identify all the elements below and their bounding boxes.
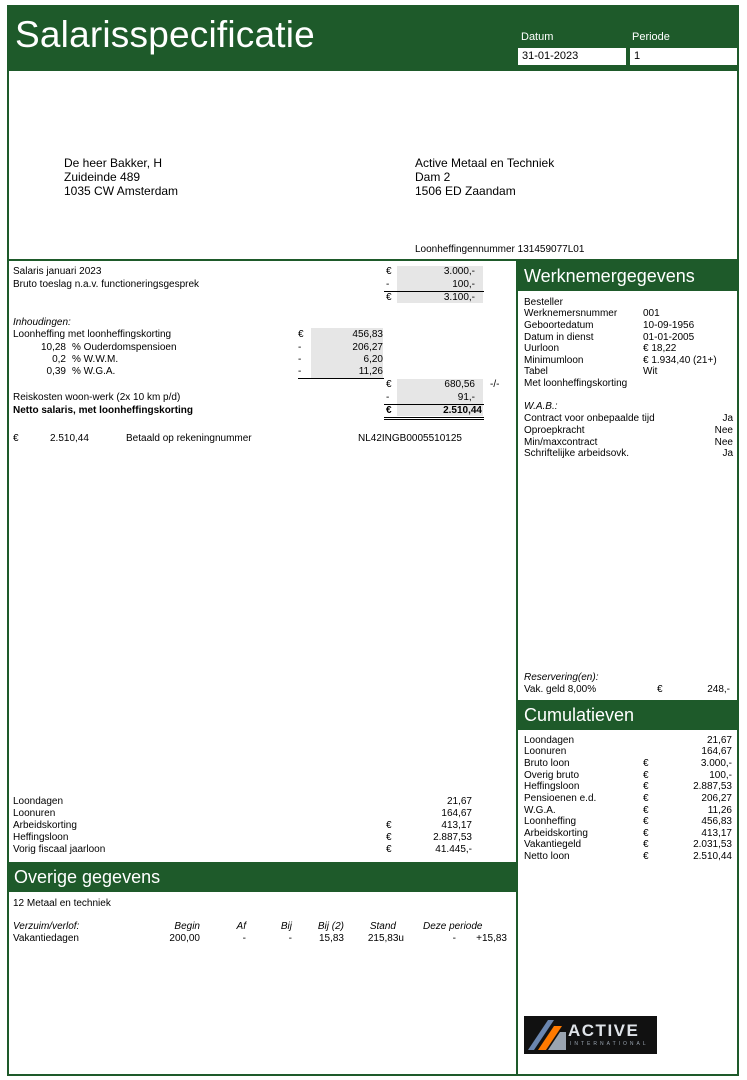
employer-name: Active Metaal en Techniek xyxy=(415,156,555,170)
cum-label: Loonuren xyxy=(524,746,567,757)
deduction-label: % Ouderdomspensioen xyxy=(72,342,177,353)
deduction-label: % W.W.M. xyxy=(72,354,119,365)
cum-value: 11,26 xyxy=(707,805,732,816)
stat-value: 2.887,53 xyxy=(433,832,472,843)
af-header: Af xyxy=(236,921,246,932)
cum-cur: € xyxy=(643,851,649,862)
werknemer-value: 10-09-1956 xyxy=(643,320,695,331)
korting-label: Met loonheffingskorting xyxy=(524,378,628,389)
verlof-begin: 200,00 xyxy=(169,933,200,944)
wab-row-label: Oproepkracht xyxy=(524,425,585,436)
cumulatieven-title: Cumulatieven xyxy=(517,700,739,730)
deduction-cur: - xyxy=(298,366,302,377)
stat-label: Vorig fiscaal jaarloon xyxy=(13,844,106,855)
verlof-af: - xyxy=(242,933,246,944)
paid-label: Betaald op rekeningnummer xyxy=(126,433,252,444)
iban: NL42INGB0005510125 xyxy=(358,433,462,444)
salary-row-1-label: Salaris januari 2023 xyxy=(13,266,102,277)
deduction-suffix: -/- xyxy=(490,379,500,390)
cum-cur: € xyxy=(643,805,649,816)
verzuim-header: Verzuim/verlof: xyxy=(13,921,80,932)
wab-row-value: Nee xyxy=(714,425,733,436)
stat-value: 413,17 xyxy=(441,820,472,831)
deduction-pct: 0,39 xyxy=(46,366,66,377)
subtotal-value: 3.100,- xyxy=(443,292,475,303)
deduction-value: 456,83 xyxy=(352,329,383,340)
cum-cur: € xyxy=(643,839,649,850)
stat-value: 164,67 xyxy=(441,808,472,819)
werknemer-label: Tabel xyxy=(524,366,548,377)
cum-value: 100,- xyxy=(709,770,732,781)
cao-name: 12 Metaal en techniek xyxy=(13,898,111,909)
salary-row-1-cur: € xyxy=(386,266,392,277)
cum-value: 456,83 xyxy=(701,816,732,827)
stat-label: Arbeidskorting xyxy=(13,820,77,831)
verlof-delta: +15,83 xyxy=(476,933,507,944)
deduction-pct: 10,28 xyxy=(40,342,66,353)
werknemer-label: Uurloon xyxy=(524,343,560,354)
verlof-bij: - xyxy=(288,933,292,944)
cum-value: 164,67 xyxy=(701,746,732,757)
werknemer-label: Datum in dienst xyxy=(524,332,594,343)
vak-geld-cur: € xyxy=(657,684,663,695)
salary-row-2-value: 100,- xyxy=(452,279,475,290)
stat-value: 21,67 xyxy=(446,796,472,807)
wab-row-label: Contract voor onbepaalde tijd xyxy=(524,413,655,424)
cum-label: Arbeidskorting xyxy=(524,828,588,839)
cum-cur: € xyxy=(643,770,649,781)
deduction-value: 11,26 xyxy=(358,366,383,377)
employee-name: De heer Bakker, H xyxy=(64,156,163,170)
reiskosten-sign: - xyxy=(386,392,390,403)
employee-city: 1035 CW Amsterdam xyxy=(64,184,179,198)
werknemer-label: Geboortedatum xyxy=(524,320,594,331)
employer-address xyxy=(415,156,554,198)
stand-header: Stand xyxy=(369,921,396,932)
stat-value: 41.445,- xyxy=(435,844,472,855)
cum-label: Overig bruto xyxy=(524,770,580,781)
logo-name: ACTIVE xyxy=(568,1021,640,1040)
reiskosten-label: Reiskosten woon-werk (2x 10 km p/d) xyxy=(13,392,181,403)
netto-cur: € xyxy=(386,405,392,416)
cum-cur: € xyxy=(643,816,649,827)
cum-cur: € xyxy=(643,758,649,769)
logo-sub: INTERNATIONAL xyxy=(570,1041,649,1047)
werknemer-label: Minimumloon xyxy=(524,355,584,366)
cum-label: Bruto loon xyxy=(524,758,570,769)
deduction-cur: € xyxy=(298,329,304,340)
deduction-cur: - xyxy=(298,354,302,365)
stat-label: Heffingsloon xyxy=(13,832,69,843)
deduction-total: 680,56 xyxy=(444,379,475,390)
werknemer-value: 01-01-2005 xyxy=(643,332,695,343)
deduction-value: 206,27 xyxy=(352,342,383,353)
salary-row-2-sign: - xyxy=(386,279,390,290)
vak-geld-value: 248,- xyxy=(707,684,730,695)
paid-cur: € xyxy=(13,433,19,444)
overige-title: Overige gegevens xyxy=(7,862,517,892)
company-logo xyxy=(524,1016,657,1054)
netto-value: 2.510,44 xyxy=(443,405,482,416)
wab-row-label: Min/maxcontract xyxy=(524,437,598,448)
divider xyxy=(516,259,518,1076)
cum-cur: € xyxy=(643,793,649,804)
verlof-deze-periode: - xyxy=(452,933,456,944)
deduction-cur: - xyxy=(298,342,302,353)
inhoudingen-label: Inhoudingen: xyxy=(13,317,71,328)
bij2-header: Bij (2) xyxy=(317,921,344,932)
deduction-total-cur: € xyxy=(386,379,392,390)
stat-cur: € xyxy=(386,844,392,855)
employer-city: 1506 ED Zaandam xyxy=(415,184,516,198)
wab-row-value: Ja xyxy=(722,448,733,459)
cum-value: 2.887,53 xyxy=(693,781,732,792)
periode-label: Periode xyxy=(632,31,670,43)
deduction-label: Loonheffing met loonheffingskorting xyxy=(13,329,172,340)
paid-amount: 2.510,44 xyxy=(50,433,89,444)
subtotal-cur: € xyxy=(386,292,392,303)
werknemer-label: Werknemersnummer xyxy=(524,308,618,319)
salary-row-2-label: Bruto toeslag n.a.v. functioneringsgesprek xyxy=(13,279,200,290)
cum-label: Heffingsloon xyxy=(524,781,580,792)
datum-label: Datum xyxy=(521,31,554,43)
stat-cur: € xyxy=(386,820,392,831)
cum-label: W.G.A. xyxy=(524,805,556,816)
werknemer-value: € 1.934,40 (21+) xyxy=(643,355,717,366)
periode-value: 1 xyxy=(630,48,737,65)
cum-value: 3.000,- xyxy=(700,758,732,769)
deduction-pct: 0,2 xyxy=(52,354,66,365)
cum-label: Vakantiegeld xyxy=(524,839,582,850)
werknemer-value: € 18,22 xyxy=(643,343,677,354)
cum-value: 2.510,44 xyxy=(693,851,732,862)
netto-label: Netto salaris, met loonheffingskorting xyxy=(13,405,194,416)
deduction-value: 6,20 xyxy=(363,354,383,365)
cum-value: 21,67 xyxy=(706,735,732,746)
cum-cur: € xyxy=(643,828,649,839)
wab-label: W.A.B.: xyxy=(524,401,558,412)
deze-periode-header: Deze periode xyxy=(423,921,483,932)
wab-row-label: Schriftelijke arbeidsovk. xyxy=(524,448,630,459)
stat-cur: € xyxy=(386,832,392,843)
employer-street: Dam 2 xyxy=(415,170,451,184)
loonheffingennummer: Loonheffingennummer 131459077L01 xyxy=(415,244,585,255)
cum-label: Loondagen xyxy=(524,735,575,746)
cum-label: Pensioenen e.d. xyxy=(524,793,597,804)
reservering-label: Reservering(en): xyxy=(524,672,599,683)
cum-label: Loonheffing xyxy=(524,816,577,827)
cum-label: Netto loon xyxy=(524,851,570,862)
cum-cur: € xyxy=(643,781,649,792)
werknemer-title: Werknemergegevens xyxy=(517,261,739,291)
begin-header: Begin xyxy=(174,921,200,932)
cum-value: 206,27 xyxy=(701,793,732,804)
datum-value: 31-01-2023 xyxy=(518,48,626,65)
werknemer-value: Wit xyxy=(643,366,658,377)
besteller-label: Besteller xyxy=(524,297,563,308)
employee-address xyxy=(64,156,178,198)
bij-header: Bij xyxy=(280,921,292,932)
wab-row-value: Nee xyxy=(714,437,733,448)
vak-geld-label: Vak. geld 8,00% xyxy=(524,684,597,695)
wab-row-value: Ja xyxy=(722,413,733,424)
verlof-bij2: 15,83 xyxy=(318,933,344,944)
employee-street: Zuideinde 489 xyxy=(64,170,141,184)
verlof-stand: 215,83u xyxy=(367,933,404,944)
salary-row-1-value: 3.000,- xyxy=(443,266,475,277)
cum-value: 413,17 xyxy=(701,828,732,839)
werknemer-value: 001 xyxy=(643,308,660,319)
page-title: Salarisspecificatie xyxy=(15,14,315,55)
deduction-label: % W.G.A. xyxy=(72,366,116,377)
reiskosten-value: 91,- xyxy=(457,392,475,403)
stat-label: Loondagen xyxy=(13,796,64,807)
stat-label: Loonuren xyxy=(13,808,56,819)
verlof-type: Vakantiedagen xyxy=(13,933,79,944)
cum-value: 2.031,53 xyxy=(693,839,732,850)
